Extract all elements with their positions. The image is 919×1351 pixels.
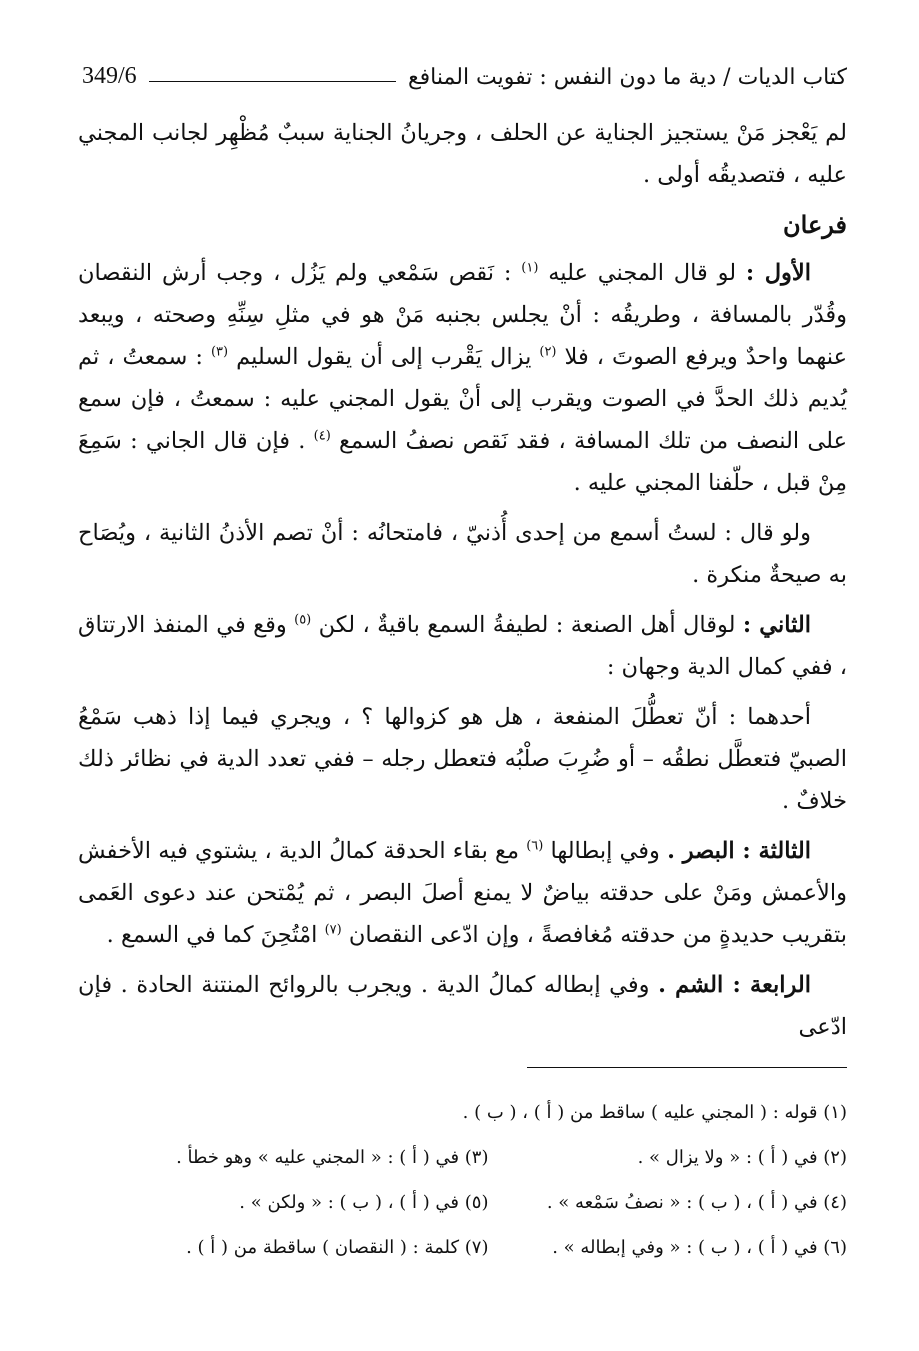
footnote-3: (٣) في ( أ ) : « المجني عليه » وهو خطأ . (176, 1147, 489, 1168)
footnote-divider (527, 1067, 847, 1068)
running-header (82, 50, 847, 90)
footnote-ref-6[interactable]: (٦) (526, 838, 544, 854)
paragraph-lead: الثالثة : البصر . (667, 838, 811, 864)
footnote-ref-7[interactable]: (٧) (324, 922, 342, 938)
paragraph-text: امْتُحِنَ كما في السمع . (106, 922, 325, 948)
footnote-ref-3[interactable]: (٣) (210, 344, 229, 360)
page-number: 349/6 (82, 63, 137, 89)
footnote-ref-5[interactable]: (٥) (294, 612, 312, 628)
paragraph-text: وفي إبطاله كمالُ الدية . ويجرب بالروائح المنتنة الحادة . فإن ادّعى (78, 972, 847, 1040)
footnote-5: (٥) في ( أ ) ، ( ب ) : « ولكن » . (239, 1192, 489, 1213)
paragraph-text: وقع في المنفذ الارتتاق ، ففي كمال الدية وجهان : (78, 612, 847, 680)
paragraph-1: لم يَعْجز مَنْ يستجيز الجناية عن الحلف ، وجريانُ الجناية سببٌ مُظْهِر لجانب المجني عليه ، فتصديقُه أولى . (78, 120, 847, 188)
footnote-row (130, 1225, 847, 1270)
paragraph-one-ear: ولو قال : لستُ أسمع من إحدى أُذنيّ ، فامتحانُه : أنْ تصم الأذنُ الثانية ، ويُصَاح به صيحةٌ منكرة . (78, 520, 847, 588)
footnote-ref-2[interactable]: (٢) (539, 344, 557, 360)
footnote-ref-1[interactable]: (١) (521, 260, 539, 276)
section-heading: فرعان (783, 210, 847, 239)
footnote-row (130, 1090, 847, 1135)
paragraph-text: مع بقاء الحدقة كمالُ الدية ، يشتوي فيه الأخفش والأعمش ومَنْ على حدقته بياضٌ لا يمنع أصلَ البصر ، ثم يُمْتحن عند دعوى العَمى بتقريب حديدةٍ من حدقته مُغافصةً ، وإن ادّعى النقصان (78, 838, 847, 948)
paragraph-text: : نَقص سَمْعي ولم يَزُل ، وجب أرش النقصان وقُدّر بالمسافة ، وطريقُه : أنْ يجلس بجنبه مَنْ هو في مثلِ سِنِّهِ وصحته ، ويبعد عنهما واحدٌ ويرفع الصوتَ ، فلا (78, 260, 848, 370)
paragraph-lead: الأول : (745, 260, 811, 286)
footnote-row (130, 1135, 847, 1180)
footnote-ref-4[interactable]: (٤) (313, 428, 331, 444)
paragraph-fourth-smell (78, 964, 847, 1048)
header-title: كتاب الديات / دية ما دون النفس : تفويت المنافع (407, 65, 847, 90)
paragraph-first-branch (78, 252, 847, 504)
footnote-row (130, 1180, 847, 1225)
paragraph-third-sight (78, 830, 847, 956)
paragraph-text: : سمعتُ ، ثم يُديم ذلك الحدَّ في الصوت ويقرب إلى أنْ يقول المجني عليه : سمعتُ ، فإن سمع على النصف من تلك المسافة ، فقد نَقص نصفُ السمع (78, 344, 847, 454)
footnotes (130, 1090, 847, 1270)
paragraph-text: لو قال المجني عليه (538, 260, 746, 286)
header-rule (149, 81, 396, 82)
footnote-4: (٤) في ( أ ) ، ( ب ) : « نصفُ سَمْعه » . (546, 1192, 847, 1213)
footnote-7: (٧) كلمة : ( النقصان ) ساقطة من ( أ ) . (186, 1237, 489, 1258)
paragraph-text: . فإن قال الجاني : سَمِعَ مِنْ قبل ، حلّفنا المجني عليه . (78, 428, 847, 496)
footnote-1: (١) قوله : ( المجني عليه ) ساقط من ( أ ) ، ( ب ) . (462, 1102, 847, 1123)
paragraph-lead: الرابعة : الشم . (658, 972, 811, 998)
footnote-2: (٢) في ( أ ) : « ولا يزال » . (637, 1147, 847, 1168)
footnote-6: (٦) في ( أ ) ، ( ب ) : « وفي إبطاله » . (552, 1237, 847, 1258)
paragraph-text: وفي إبطالها (543, 838, 668, 864)
paragraph-text: لوقال أهل الصنعة : لطيفةُ السمع باقيةٌ ، لكن (311, 612, 743, 638)
paragraph-first-view: أحدهما : أنّ تعطُّلَ المنفعة ، هل هو كزوالها ؟ ، ويجري فيما إذا ذهب سَمْعُ الصبيّ فتعطَّل نطقُه – أو ضُرِبَ صلْبُه فتعطل رجله – ففي تعدد الدية في نظائر ذلك خلافٌ . (78, 704, 847, 814)
paragraph-lead: الثاني : (742, 612, 811, 638)
paragraph-text: يزال يَقْرب إلى أن يقول السليم (228, 344, 540, 370)
paragraph-second-branch (78, 604, 847, 688)
main-text (78, 112, 847, 1056)
